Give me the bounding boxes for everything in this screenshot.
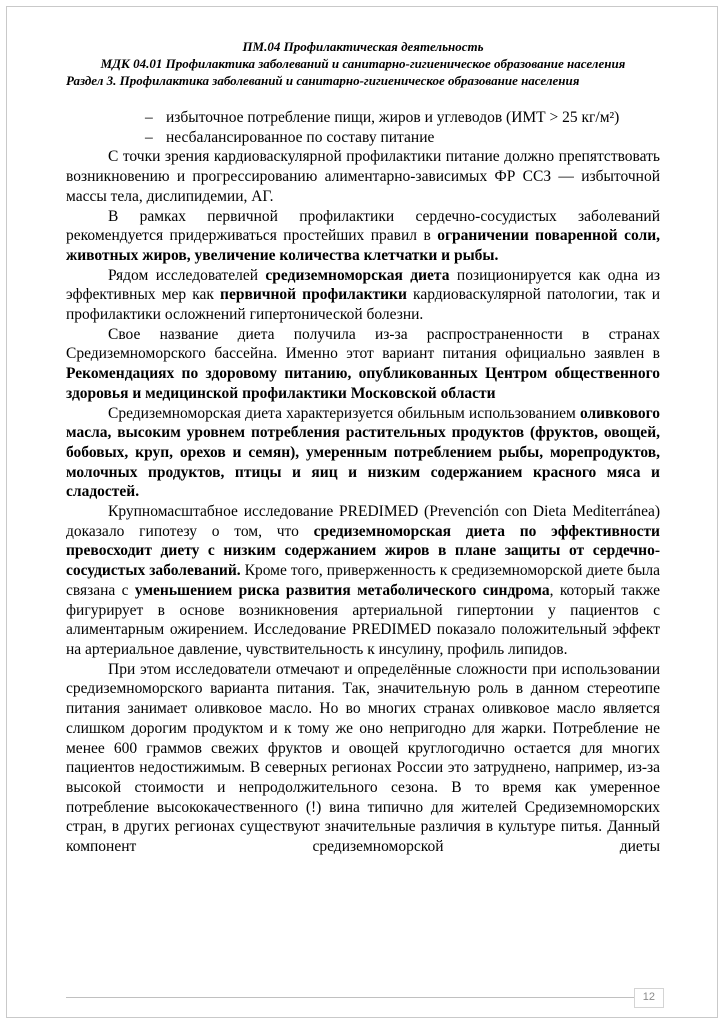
header-line-1: ПМ.04 Профилактическая деятельность (242, 39, 484, 54)
bold-text-run: уменьшением риска развития метаболического синдрома (134, 581, 550, 599)
text-run: избыточное потребление пищи, жиров и углеводов (ИМТ > 25 кг/м²) (166, 109, 620, 126)
text-run: , который также фигурирует в основе возникновения артериальной гипертонии у пациентов с алиментарным ожирением. Исследование PREDIMED показало положительный эффект на артериальное давление, чувствительность к инсулину, профиль липидов. (66, 581, 661, 658)
document-header (66, 38, 660, 89)
bold-text-run: оливкового масла, высоким уровнем потребления растительных продуктов (фруктов, овощей, бобовых, круп, орехов и семян), умеренным потреблением рыбы, морепродуктов, молочных продуктов, птицы и яиц и низким содержанием красного мяса и сладостей. (66, 404, 660, 501)
text-run: При этом исследователи отмечают и определённые сложности при использовании средиземноморского варианта питания. Так, значительную роль в данном стереотипе питания занимает оливковое масло. Но во многих странах оливковое масло является слишком дорогим продуктом и к тому же оно непригодно для жарки. Потребление не менее 600 граммов свежих фруктов и овощей круглогодично остается для многих пациентов недостижимым. В северных регионах России это затруднено, например, из-за высокой стоимости и непродолжительного сезона. В то время как умеренное потребление высококачественного (!) вина типично для жителей Средиземноморских стран, в других регионах существуют значительные различия в культуре питья. Данный компонент средиземноморской диеты (66, 660, 660, 856)
bold-text-run: Рекомендациях по здоровому питанию, опубликованных Центром общественного здоровья и медицинской профилактики Московской области (66, 365, 660, 402)
paragraph (66, 404, 660, 503)
document-body (66, 108, 660, 857)
text-run: кардиоваскулярной патологии, так и профилактики осложнений гипертонической болезни. (66, 286, 660, 324)
paragraph (66, 660, 660, 857)
text-run: Средиземноморская диета характеризуется обильным использованием (108, 404, 580, 422)
page-number: 12 (634, 988, 664, 1008)
paragraph (66, 147, 660, 206)
bold-text-run: средиземноморская диета (265, 266, 450, 284)
list-item (66, 128, 660, 148)
text-run: Кроме того, приверженность к средиземноморской диете была связана с (66, 562, 660, 599)
document-footer (66, 991, 664, 1003)
text-run: В рамках первичной профилактики сердечно-сосудистых заболеваний рекомендуется придерживаться простейших правил в (66, 207, 660, 245)
text-run: Рядом исследователей (108, 266, 266, 284)
paragraph (66, 266, 660, 325)
text-run: Крупномасштабное исследование PREDIMED (Prevención con Dieta Mediterránea) доказало гипотезу о том, что (66, 503, 660, 540)
header-line-3: Раздел 3. Профилактика заболеваний и санитарно-гигиеническое образование населения (66, 73, 580, 88)
text-run: С точки зрения кардиоваскулярной профилактики питание должно препятствовать возникновению и прогрессированию алиментарно-зависимых ФР ССЗ — избыточной массы тела, дислипидемии, АГ. (66, 148, 660, 205)
paragraph (66, 325, 660, 404)
header-line-2: МДК 04.01 Профилактика заболеваний и санитарно-гигиеническое образование населения (100, 56, 626, 71)
list-item (66, 108, 660, 128)
text-run: позиционируется как одна из эффективных мер как (66, 266, 660, 304)
list-dash-marker: – (145, 128, 153, 146)
paragraph (66, 207, 660, 266)
bold-text-run: средиземноморская диета по эффективности превосходит диету с низким содержанием жиров в плане защиты от сердечно-сосудистых заболеваний. (66, 522, 660, 580)
bold-text-run: первичной профилактики (220, 286, 407, 304)
paragraph (66, 502, 660, 660)
text-run: несбалансированное по составу питание (166, 128, 435, 146)
bold-text-run: ограничении поваренной соли, животных жиров, увеличение количества клетчатки и рыбы. (66, 227, 660, 264)
list-dash-marker: – (145, 109, 153, 126)
text-run: Свое название диета получила из-за распространенности в странах Средиземноморского бассейна. Именно этот вариант питания официально заявлен в (66, 325, 660, 363)
